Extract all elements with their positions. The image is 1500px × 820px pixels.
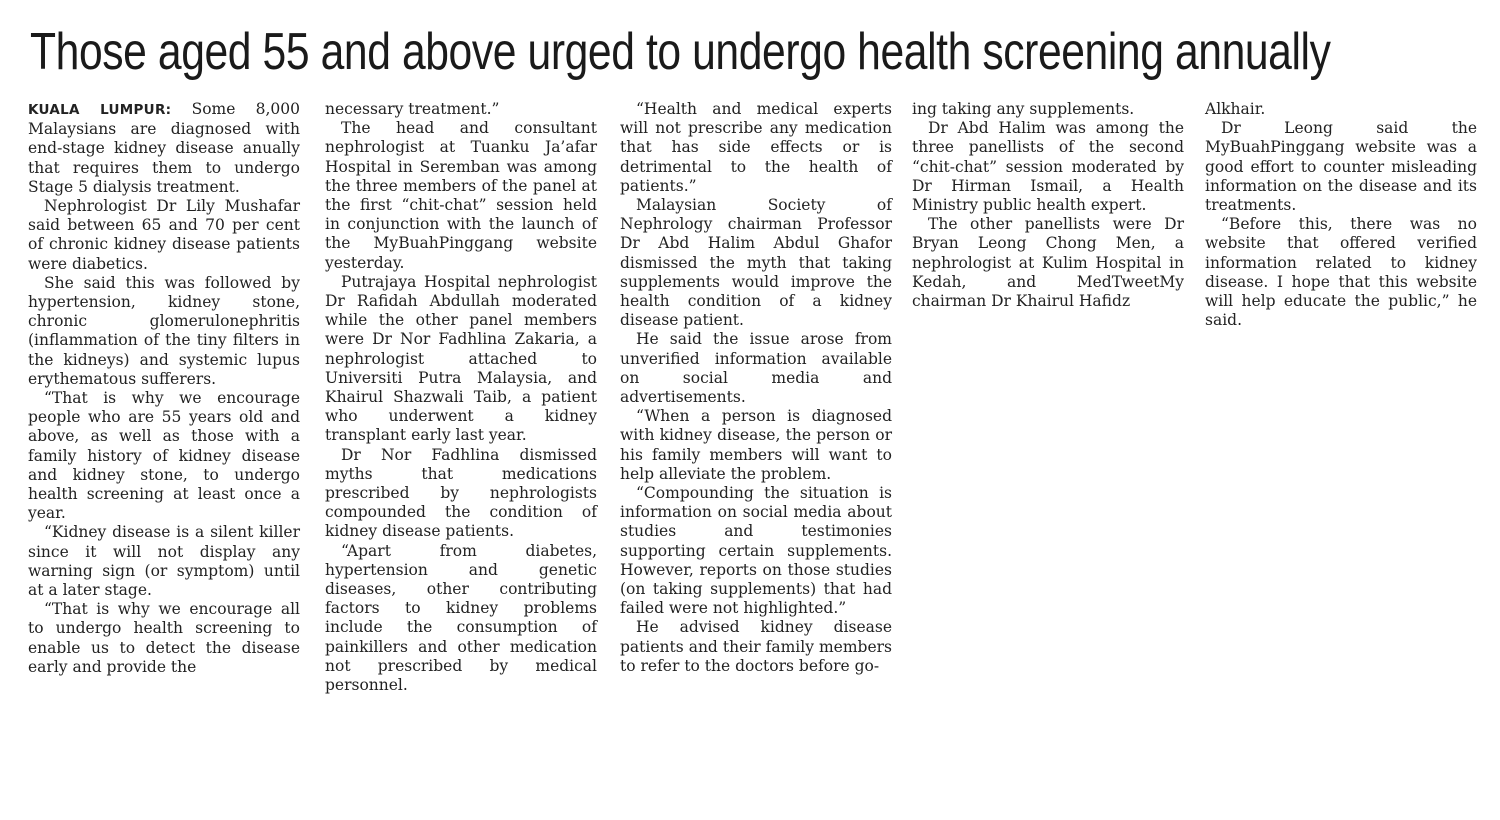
article-column-4 xyxy=(912,100,1184,311)
paragraph: He advised kidney disease patients and their family members to refer to the doctors before go- xyxy=(620,618,892,675)
paragraph: Dr Abd Halim was among the three panellists of the second “chit-chat” session moderated by Dr Hirman Ismail, a Health Ministry public health expert. xyxy=(912,119,1184,215)
paragraph: Nephrologist Dr Lily Mushafar said between 65 and 70 per cent of chronic kidney disease patients were diabetics. xyxy=(28,197,300,273)
paragraph: Alkhair. xyxy=(1205,100,1266,118)
paragraph: She said this was followed by hypertension, kidney stone, chronic glomerulonephritis (inflammation of the tiny filters in the kidneys) and systemic lupus erythematous sufferers. xyxy=(28,273,300,388)
article-column-3 xyxy=(620,100,892,676)
paragraph: necessary treatment.” xyxy=(325,100,500,118)
paragraph-text: Some 8,000 Malaysians are diagnosed with end-stage kidney disease anually that requires them to undergo Stage 5 dialysis treatment. xyxy=(28,100,300,196)
article-column-1 xyxy=(28,100,300,677)
paragraph: “When a person is diagnosed with kidney disease, the person or his family members will want to help alleviate the problem. xyxy=(620,407,892,483)
paragraph: “Apart from diabetes, hypertension and genetic diseases, other contributing factors to kidney problems include the consumption of painkillers and other medication not prescribed by medical personnel. xyxy=(325,541,597,695)
paragraph: “Health and medical experts will not prescribe any medication that has side effects or is detrimental to the health of patients.” xyxy=(620,100,892,195)
paragraph: “Compounding the situation is information on social media about studies and testimonies supporting certain supplements. However, reports on those studies (on taking supplements) that had failed were not highlighted.” xyxy=(620,484,892,618)
paragraph: Putrajaya Hospital nephrologist Dr Rafidah Abdullah moderated while the other panel members were Dr Nor Fadhlina Zakaria, a nephrologist attached to Universiti Putra Malaysia, and Khairul Shazwali Taib, a patient who underwent a kidney transplant early last year. xyxy=(325,272,597,445)
paragraph: The head and consultant nephrologist at Tuanku Ja’afar Hospital in Seremban was among the three members of the panel at the first “chit-chat” session held in conjunction with the launch of the MyBuahPinggang website yesterday. xyxy=(325,119,597,272)
article-column-2 xyxy=(325,100,597,695)
article-headline: Those aged 55 and above urged to undergo health screening annually xyxy=(30,23,1331,81)
paragraph: “That is why we encourage people who are 55 years old and above, as well as those with a family history of kidney disease and kidney stone, to undergo health screening at least once a year. xyxy=(28,389,300,523)
paragraph: “Before this, there was no website that offered verified information related to kidney disease. I hope that this website will help educate the public,” he said. xyxy=(1205,215,1477,330)
paragraph xyxy=(28,100,300,197)
paragraph: “That is why we encourage all to undergo health screening to enable us to detect the disease early and provide the xyxy=(28,600,300,676)
dateline: KUALA LUMPUR: xyxy=(28,102,172,118)
paragraph: He said the issue arose from unverified information available on social media and advertisements. xyxy=(620,330,892,407)
paragraph: The other panellists were Dr Bryan Leong Chong Men, a nephrologist at Kulim Hospital in Kedah, and MedTweetMy chairman Dr Khairul Hafidz xyxy=(912,215,1184,311)
paragraph: ing taking any supplements. xyxy=(912,100,1135,118)
paragraph: Dr Leong said the MyBuahPinggang website was a good effort to counter misleading information on the disease and its treatments. xyxy=(1205,119,1477,215)
article-column-5 xyxy=(1205,100,1477,330)
paragraph: “Kidney disease is a silent killer since it will not display any warning sign (or symptom) until at a later stage. xyxy=(28,523,300,600)
paragraph: Dr Nor Fadhlina dismissed myths that medications prescribed by nephrologists compounded the condition of kidney disease patients. xyxy=(325,445,597,541)
paragraph: Malaysian Society of Nephrology chairman Professor Dr Abd Halim Abdul Ghafor dismissed the myth that taking supplements would improve the health condition of a kidney disease patient. xyxy=(620,196,892,330)
